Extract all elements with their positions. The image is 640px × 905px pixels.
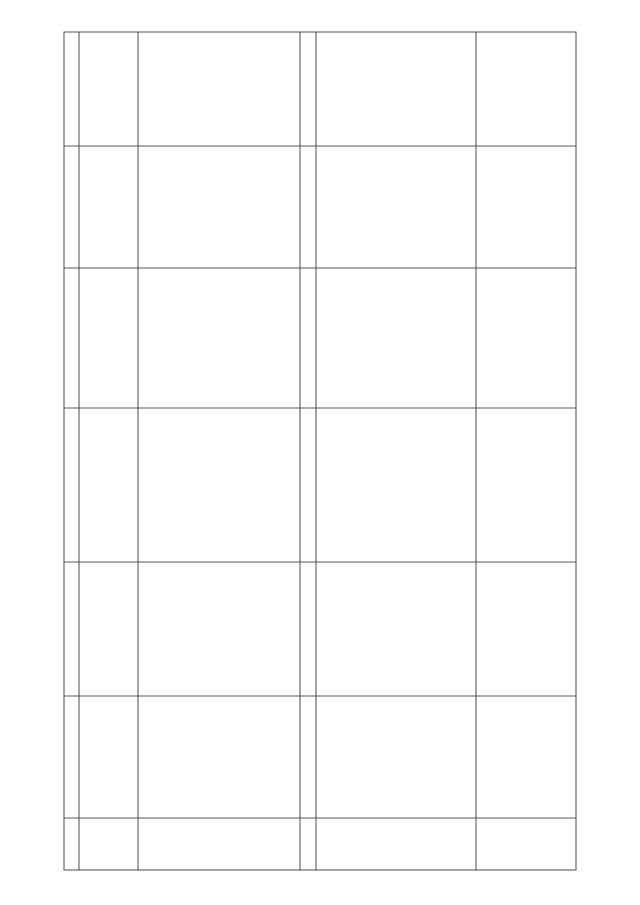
table-border [64,32,576,870]
table-grid [64,32,576,870]
